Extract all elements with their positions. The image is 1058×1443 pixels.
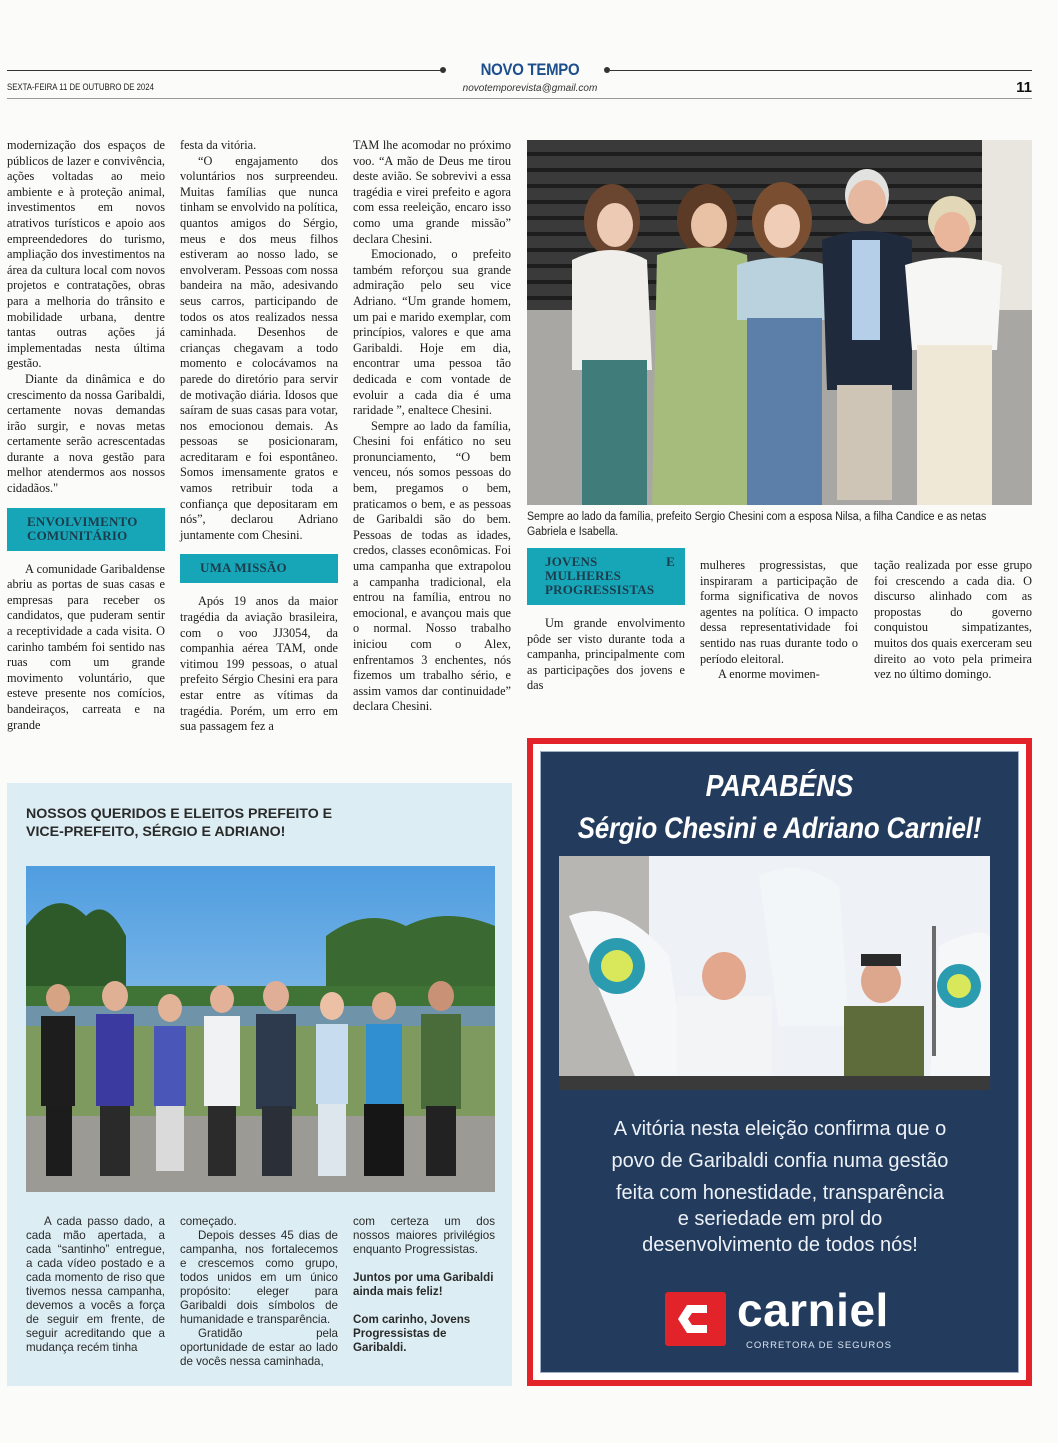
- paragraph: TAM lhe acomodar no próximo voo. “A mão de Deus me tirou deste avião. Se sobrevivi a essa tragédia e virei prefeito e agora com essa reeleição, encaro isso como uma grande missão” declara Chesini.: [353, 138, 511, 246]
- article-column-2: [180, 138, 338, 735]
- jovens-box-title: [26, 805, 446, 841]
- campaign-photo-image: [559, 856, 990, 1090]
- carniel-logo-icon: [665, 1292, 726, 1346]
- ad-photo: [559, 856, 990, 1090]
- jovens-column-3: [353, 1215, 495, 1355]
- paragraph: A cada passo dado, a cada mão apertada, a cada “santinho” entregue, a cada vídeo postado e a cada momento de riso que tivemos nessa campanha, devemos a vocês a força de seguir em frente, de seguir acreditando que a mudança recém tinha: [26, 1215, 165, 1354]
- jovens-column-1: [26, 1215, 165, 1355]
- article-column-1: [7, 138, 165, 733]
- header-rule-right: [610, 70, 1032, 71]
- paragraph: Depois desses 45 dias de campanha, nos fortalecemos e crescemos como grupo, todos unidos em um único propósito: eleger para Garibaldi dois símbolos de humanidade e transparência.: [180, 1229, 338, 1326]
- group-photo: [26, 866, 495, 1192]
- paragraph: com certeza um dos nossos maiores privilégios enquanto Progressistas.: [353, 1215, 495, 1256]
- ad-body-line: e seriedade em prol do: [677, 1208, 883, 1230]
- ad-body-line: desenvolvimento de todos nós!: [642, 1234, 918, 1256]
- jovens-column-2: [180, 1215, 338, 1369]
- header-ornament-left: [440, 67, 446, 73]
- paragraph: tação realizada por esse grupo foi crescendo a cada dia. O discurso alinhado com as propostas do governo conquistou simpatizantes, muitos dos quais exerceram seu direito ao voto pela primeira vez no último domingo.: [874, 558, 1032, 682]
- masthead: NOVO TEMPO: [480, 60, 580, 79]
- article-column-3: [353, 138, 511, 715]
- carniel-logo-name: carniel: [737, 1284, 889, 1336]
- header-divider: [7, 98, 1032, 99]
- paragraph: Um grande envolvimento pôde ser visto durante toda a campanha, principalmente com as participações dos jovens e das: [527, 616, 685, 693]
- ad-headline: PARABÉNS: [705, 768, 854, 803]
- paragraph: Diante da dinâmica e do crescimento da nossa Garibaldi, certamente novas demandas irão surgir, e novas metas certamente serão acrescentadas durante a nova gestão para melhor atendermos aos nossos cidadãos.": [7, 371, 165, 496]
- contact-email[interactable]: novotemporevista@gmail.com: [462, 83, 598, 94]
- section-heading-missao: UMA MISSÃO: [180, 554, 338, 583]
- group-photo-image: [26, 866, 495, 1192]
- paragraph: modernização dos espaços de públicos de lazer e convivência, ações voltadas ao meio ambiente e à proteção animal, investimentos em novos atrativos turísticos e apoio aos empreendedores do turismo, ampliação dos investimentos na área da cultura local com novos projetos e contratações, obras para a melhoria do trânsito e mobilidade urbana, dentre tantas outras ações já implementadas nesta última gestão.: [7, 138, 165, 371]
- issue-date: SEXTA-FEIRA 11 DE OUTUBRO DE 2024: [7, 82, 154, 93]
- paragraph: A enorme movimen-: [718, 667, 820, 682]
- paragraph: festa da vitória.: [180, 138, 257, 152]
- title-line: NOSSOS QUERIDOS E ELEITOS PREFEITO E: [26, 806, 333, 822]
- carniel-logo-tagline: CORRETORA DE SEGUROS: [746, 1340, 892, 1351]
- title-line: VICE-PREFEITO, SÉRGIO E ADRIANO!: [26, 824, 286, 840]
- paragraph: mulheres progressistas, que inspiraram a participação de forma significativa de novos agentes na política. O impacto dessa representatividade foi sentido nas ruas durante todo o período eleitoral.: [700, 558, 858, 666]
- family-photo-image: [527, 140, 1032, 505]
- paragraph: começado.: [180, 1215, 237, 1228]
- ad-subheadline: Sérgio Chesini e Adriano Carniel!: [577, 812, 982, 845]
- family-photo-caption: Sempre ao lado da família, prefeito Sergio Chesini com a esposa Nilsa, a filha Candice e as netas Gabriela e Isabella.: [527, 511, 987, 538]
- section-heading-jovens: JOVENS E MULHERES PROGRESSISTAS: [527, 548, 685, 605]
- header-rule-left: [7, 70, 443, 71]
- youth-column-c: [874, 558, 1032, 683]
- paragraph: “O engajamento dos voluntários nos surpreendeu. Muitas famílias que nunca tinham se envolvido na política, quantos amigos do Sérgio, meus e dos meus filhos estiveram ao nosso lado, se envolveram. Pessoas com nossa bandeira na mão, adesivando seus carros, participando de todos os atos realizados nessa caminhada. Desenhos de crianças chegavam a todo momento e colocávamos na parede do diretório para servir de motivação diária. Idosos que saíram de suas casas para votar, nos emocionou demais. As pessoas se posicionaram, acreditaram e foi espontâneo. Somos imensamente gratos e vamos retribuir toda a confiança que depositaram em nós”, declarou Adriano juntamente com Chesini.: [180, 153, 338, 542]
- paragraph: Após 19 anos da maior tragédia da aviação brasileira, com o voo JJ3054, da companhia aérea TAM, onde vitimou 199 pessoas, o atual prefeito Sérgio Chesini era para estar entre as vítimas da tragédia. Porém, um erro em sua passagem fez a: [180, 594, 338, 734]
- paragraph: Sempre ao lado da família, Chesini foi enfático no seu pronunciamento, “O bem venceu, nós somos pessoas do bem, pregamos o bem, praticamos o bem, e as pessoas de Garibaldi são do bem. Pessoas de todas as idades, credos, classes econômicas. Foi uma campanha que extrapolou a campanha tradicional, ela entrou na família, entrou no emocional, e avançou mais que o normal. Nosso trabalho iniciou com o Alex, enfrentamos 3 enchentes, nós fizemos um trabalho sério, e assim vamos dar continuidade” declara Chesini.: [353, 418, 511, 714]
- closing-signature: Com carinho, Jovens Progressistas de Garibaldi.: [353, 1313, 471, 1354]
- ad-body-line: povo de Garibaldi confia numa gestão: [611, 1150, 949, 1172]
- paragraph: A comunidade Garibaldense abriu as portas de suas casas e empresas para receber os candidatos, que puderam sentir a receptividade a cada visita. O carinho também foi sentido nas ruas com um grande movimento voluntário, que esteve presente nos comícios, bandeiraços, carreata e na grande: [7, 561, 165, 732]
- paragraph: Gratidão pela oportunidade de estar ao lado de vocês nessa caminhada,: [180, 1327, 338, 1368]
- ad-body-line: feita com honestidade, transparência: [616, 1182, 944, 1204]
- closing-slogan: Juntos por uma Garibaldi ainda mais feliz!: [353, 1271, 494, 1298]
- section-heading-envolvimento: ENVOLVIMENTO COMUNITÁRIO: [7, 508, 165, 551]
- family-photo: [527, 140, 1032, 505]
- ad-body-text: [545, 1116, 1015, 1258]
- paragraph: Emocionado, o prefeito também reforçou sua grande admiração pelo seu vice Adriano. “Um grande homem, um pai e marido exemplar, com princípios, valores e que ama Garibaldi. Hoje em dia, encontrar uma pessoa tão dedicada e com vontade de evoluir a cada dia é uma raridade ”, enaltece Chesini.: [353, 247, 511, 418]
- ad-body-line: A vitória nesta eleição confirma que o: [613, 1118, 947, 1140]
- youth-column-a: [527, 545, 685, 694]
- page-number: 11: [1016, 79, 1032, 96]
- youth-column-b: [700, 558, 858, 683]
